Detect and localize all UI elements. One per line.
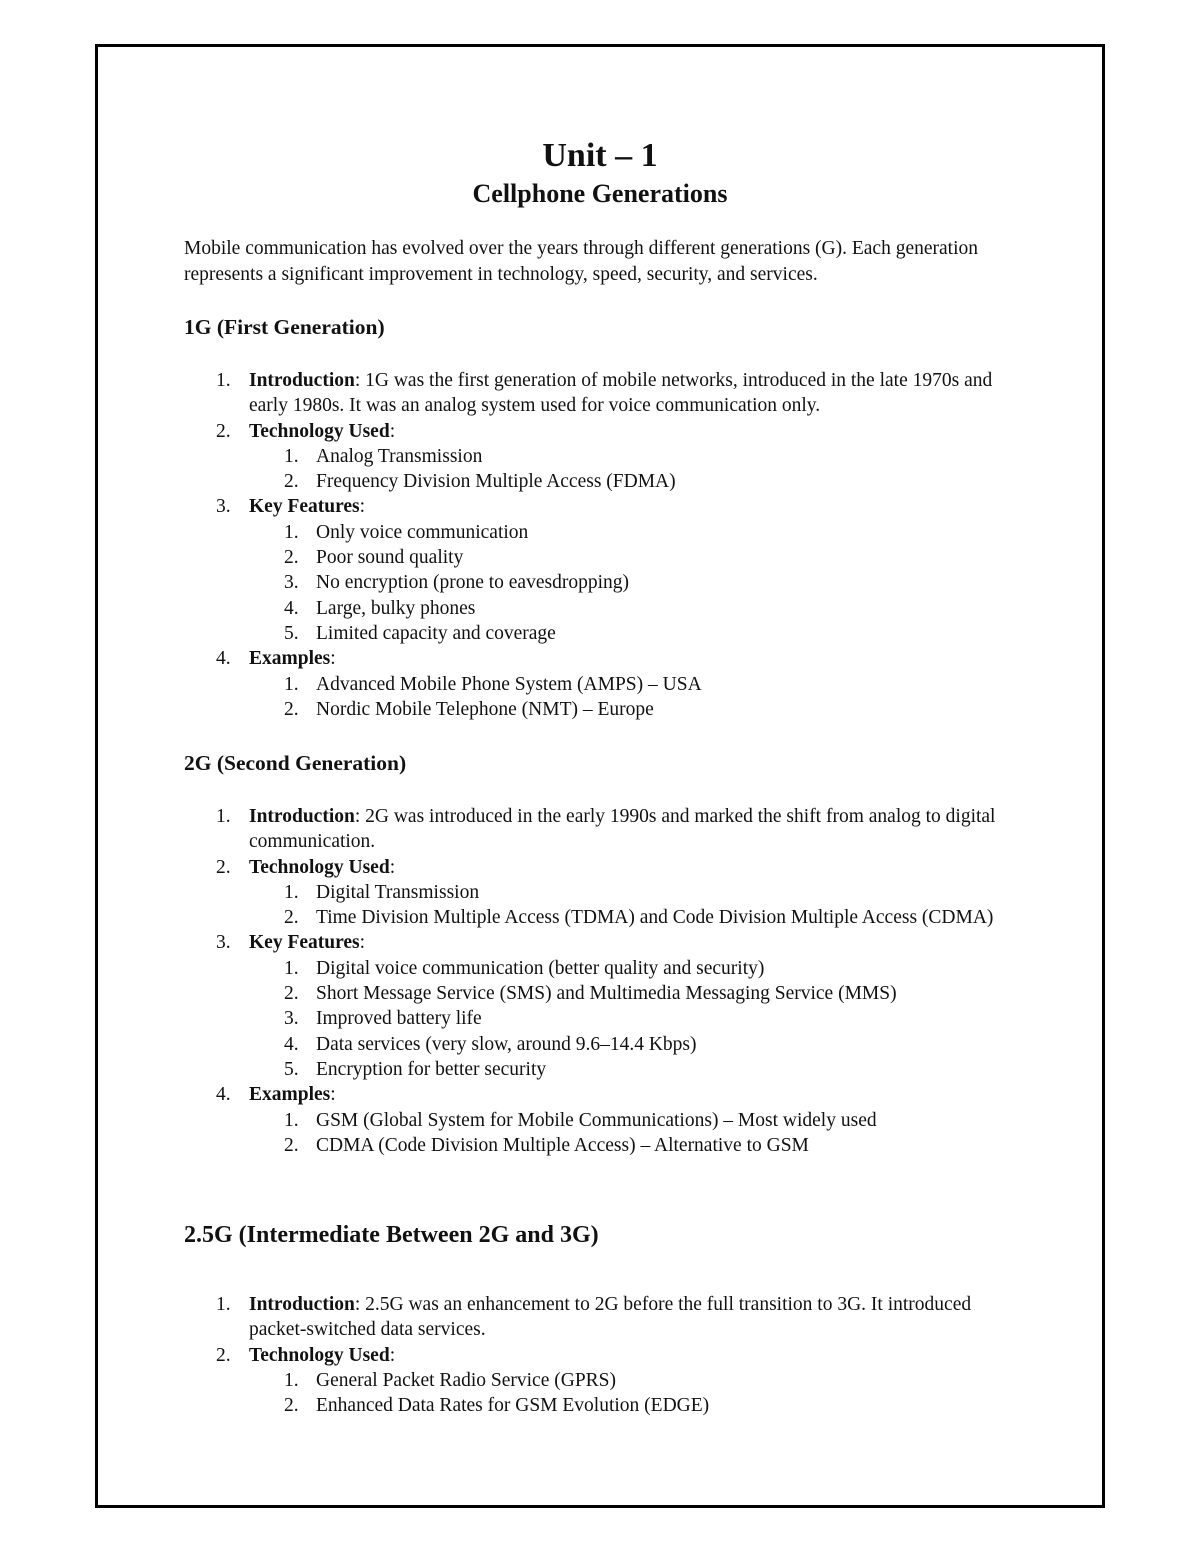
sublist: [249, 880, 1024, 931]
list-number: 4.: [216, 1084, 231, 1106]
sublist-text: General Packet Radio Service (GPRS): [316, 1369, 617, 1391]
item-label: Introduction: [249, 806, 355, 827]
item-label: Key Features: [249, 932, 360, 954]
sublist-text: Poor sound quality: [316, 547, 464, 569]
sublist: [249, 956, 1024, 1082]
sublist-item: [249, 1057, 1024, 1082]
sublist-text: Digital Transmission: [316, 881, 480, 903]
sublist-number: 1.: [284, 1369, 299, 1391]
list-number: 1.: [216, 806, 231, 827]
page-title: Unit – 1: [542, 137, 658, 174]
sublist-number: 2.: [284, 1395, 299, 1417]
section-heading-2g: 2G (Second Generation): [184, 751, 407, 775]
list-item: [184, 1292, 1024, 1343]
item-label: Key Features: [249, 496, 360, 518]
sublist-number: 2.: [284, 983, 299, 1005]
sublist: [249, 1368, 1024, 1419]
sublist-text: Short Message Service (SMS) and Multimedia Messaging Service (MMS): [316, 983, 897, 1005]
sublist-item: [249, 956, 1024, 981]
sublist-number: 4.: [284, 597, 299, 619]
list-number: 4.: [216, 648, 231, 670]
sublist-number: 4.: [284, 1033, 299, 1055]
section-heading-1g: 1G (First Generation): [184, 315, 385, 339]
sublist-number: 1.: [284, 445, 299, 467]
sublist-item: [249, 444, 1024, 469]
sublist-number: 3.: [284, 572, 299, 594]
item-text: :: [389, 856, 396, 878]
sublist-item: [249, 1032, 1024, 1057]
item-text: :: [359, 496, 366, 518]
sublist: [249, 1108, 1024, 1159]
list-number: 3.: [216, 496, 231, 518]
sublist-text: Time Division Multiple Access (TDMA) and Code Division Multiple Access (CDMA): [316, 907, 994, 929]
sublist-text: Frequency Division Multiple Access (FDMA): [316, 471, 676, 493]
sublist-item: [249, 697, 1024, 722]
sublist-item: [249, 1108, 1024, 1133]
sublist-number: 5.: [284, 1058, 299, 1080]
section-heading-2-5g: 2.5G (Intermediate Between 2G and 3G): [184, 1222, 599, 1248]
list-number: 2.: [216, 420, 231, 442]
sublist-text: Large, bulky phones: [316, 597, 476, 619]
list-2-5g: [184, 1292, 1024, 1418]
list-number: 1.: [216, 1294, 231, 1315]
sublist-number: 1.: [284, 1109, 299, 1131]
sublist-number: 2.: [284, 698, 299, 720]
item-text: : 2G was introduced in the early 1990s and marked the shift from analog to digital communication.: [249, 806, 996, 853]
sublist: [249, 672, 1024, 723]
sublist: [249, 520, 1024, 646]
sublist-item: [249, 596, 1024, 621]
list-item: [184, 804, 1024, 855]
sublist-item: [249, 1368, 1024, 1393]
list-item: [184, 930, 1024, 1082]
sublist-item: [249, 880, 1024, 905]
item-text: :: [330, 648, 336, 670]
sublist-number: 1.: [284, 881, 299, 903]
list-number: 3.: [216, 932, 231, 954]
sublist-item: [249, 469, 1024, 494]
sublist: [249, 444, 1024, 495]
item-label: Examples: [249, 1084, 331, 1106]
sublist-text: CDMA (Code Division Multiple Access) – Alternative to GSM: [316, 1134, 809, 1156]
list-1g: [184, 368, 1024, 722]
sublist-number: 2.: [284, 471, 299, 493]
item-text: :: [389, 420, 396, 442]
list-item: [184, 494, 1024, 646]
item-label: Technology Used: [249, 856, 390, 878]
item-text: :: [389, 1344, 396, 1366]
item-text: : 1G was the first generation of mobile networks, introduced in the late 1970s and early 1980s. It was an analog system used for voice communication only.: [249, 370, 993, 417]
item-label: Technology Used: [249, 420, 390, 442]
sublist-text: No encryption (prone to eavesdropping): [316, 572, 629, 594]
sublist-text: Improved battery life: [316, 1008, 482, 1030]
sublist-text: Digital voice communication (better quality and security): [316, 957, 765, 979]
list-item: [184, 1343, 1024, 1419]
list-item: [184, 368, 1024, 419]
sublist-item: [249, 520, 1024, 545]
item-label: Introduction: [249, 370, 355, 391]
sublist-text: Data services (very slow, around 9.6–14.4 Kbps): [316, 1033, 697, 1055]
sublist-item: [249, 1006, 1024, 1031]
sublist-number: 2.: [284, 907, 299, 929]
sublist-text: Encryption for better security: [316, 1058, 547, 1080]
sublist-number: 2.: [284, 1134, 299, 1156]
item-text: :: [359, 932, 366, 954]
sublist-item: [249, 570, 1024, 595]
item-text: : 2.5G was an enhancement to 2G before the full transition to 3G. It introduced packet-switched data services.: [249, 1294, 972, 1341]
sublist-item: [249, 621, 1024, 646]
list-2g: [184, 804, 1024, 1158]
intro-paragraph: Mobile communication has evolved over the years through different generations (G). Each generation represents a significant improvement in technology, speed, security, and services.: [184, 238, 978, 285]
list-number: 2.: [216, 856, 231, 878]
list-item: [184, 646, 1024, 722]
sublist-item: [249, 545, 1024, 570]
sublist-number: 1.: [284, 673, 299, 695]
sublist-text: Analog Transmission: [316, 445, 483, 467]
sublist-number: 5.: [284, 622, 299, 644]
sublist-item: [249, 672, 1024, 697]
list-item: [184, 855, 1024, 931]
sublist-number: 1.: [284, 521, 299, 543]
page-subtitle: Cellphone Generations: [472, 179, 728, 208]
sublist-text: Nordic Mobile Telephone (NMT) – Europe: [316, 698, 654, 720]
item-label: Introduction: [249, 1294, 355, 1315]
sublist-text: Advanced Mobile Phone System (AMPS) – USA: [316, 673, 702, 695]
list-number: 1.: [216, 370, 231, 391]
item-label: Examples: [249, 648, 331, 670]
sublist-item: [249, 981, 1024, 1006]
sublist-text: Only voice communication: [316, 521, 529, 543]
sublist-number: 3.: [284, 1008, 299, 1030]
item-text: :: [330, 1084, 336, 1106]
sublist-text: Enhanced Data Rates for GSM Evolution (EDGE): [316, 1395, 710, 1417]
sublist-item: [249, 1133, 1024, 1158]
item-label: Technology Used: [249, 1344, 390, 1366]
list-item: [184, 1082, 1024, 1158]
list-number: 2.: [216, 1344, 231, 1366]
sublist-item: [249, 905, 1024, 930]
sublist-text: GSM (Global System for Mobile Communications) – Most widely used: [316, 1109, 877, 1131]
sublist-number: 2.: [284, 547, 299, 569]
sublist-text: Limited capacity and coverage: [316, 622, 556, 644]
sublist-number: 1.: [284, 957, 299, 979]
sublist-item: [249, 1393, 1024, 1418]
list-item: [184, 419, 1024, 495]
